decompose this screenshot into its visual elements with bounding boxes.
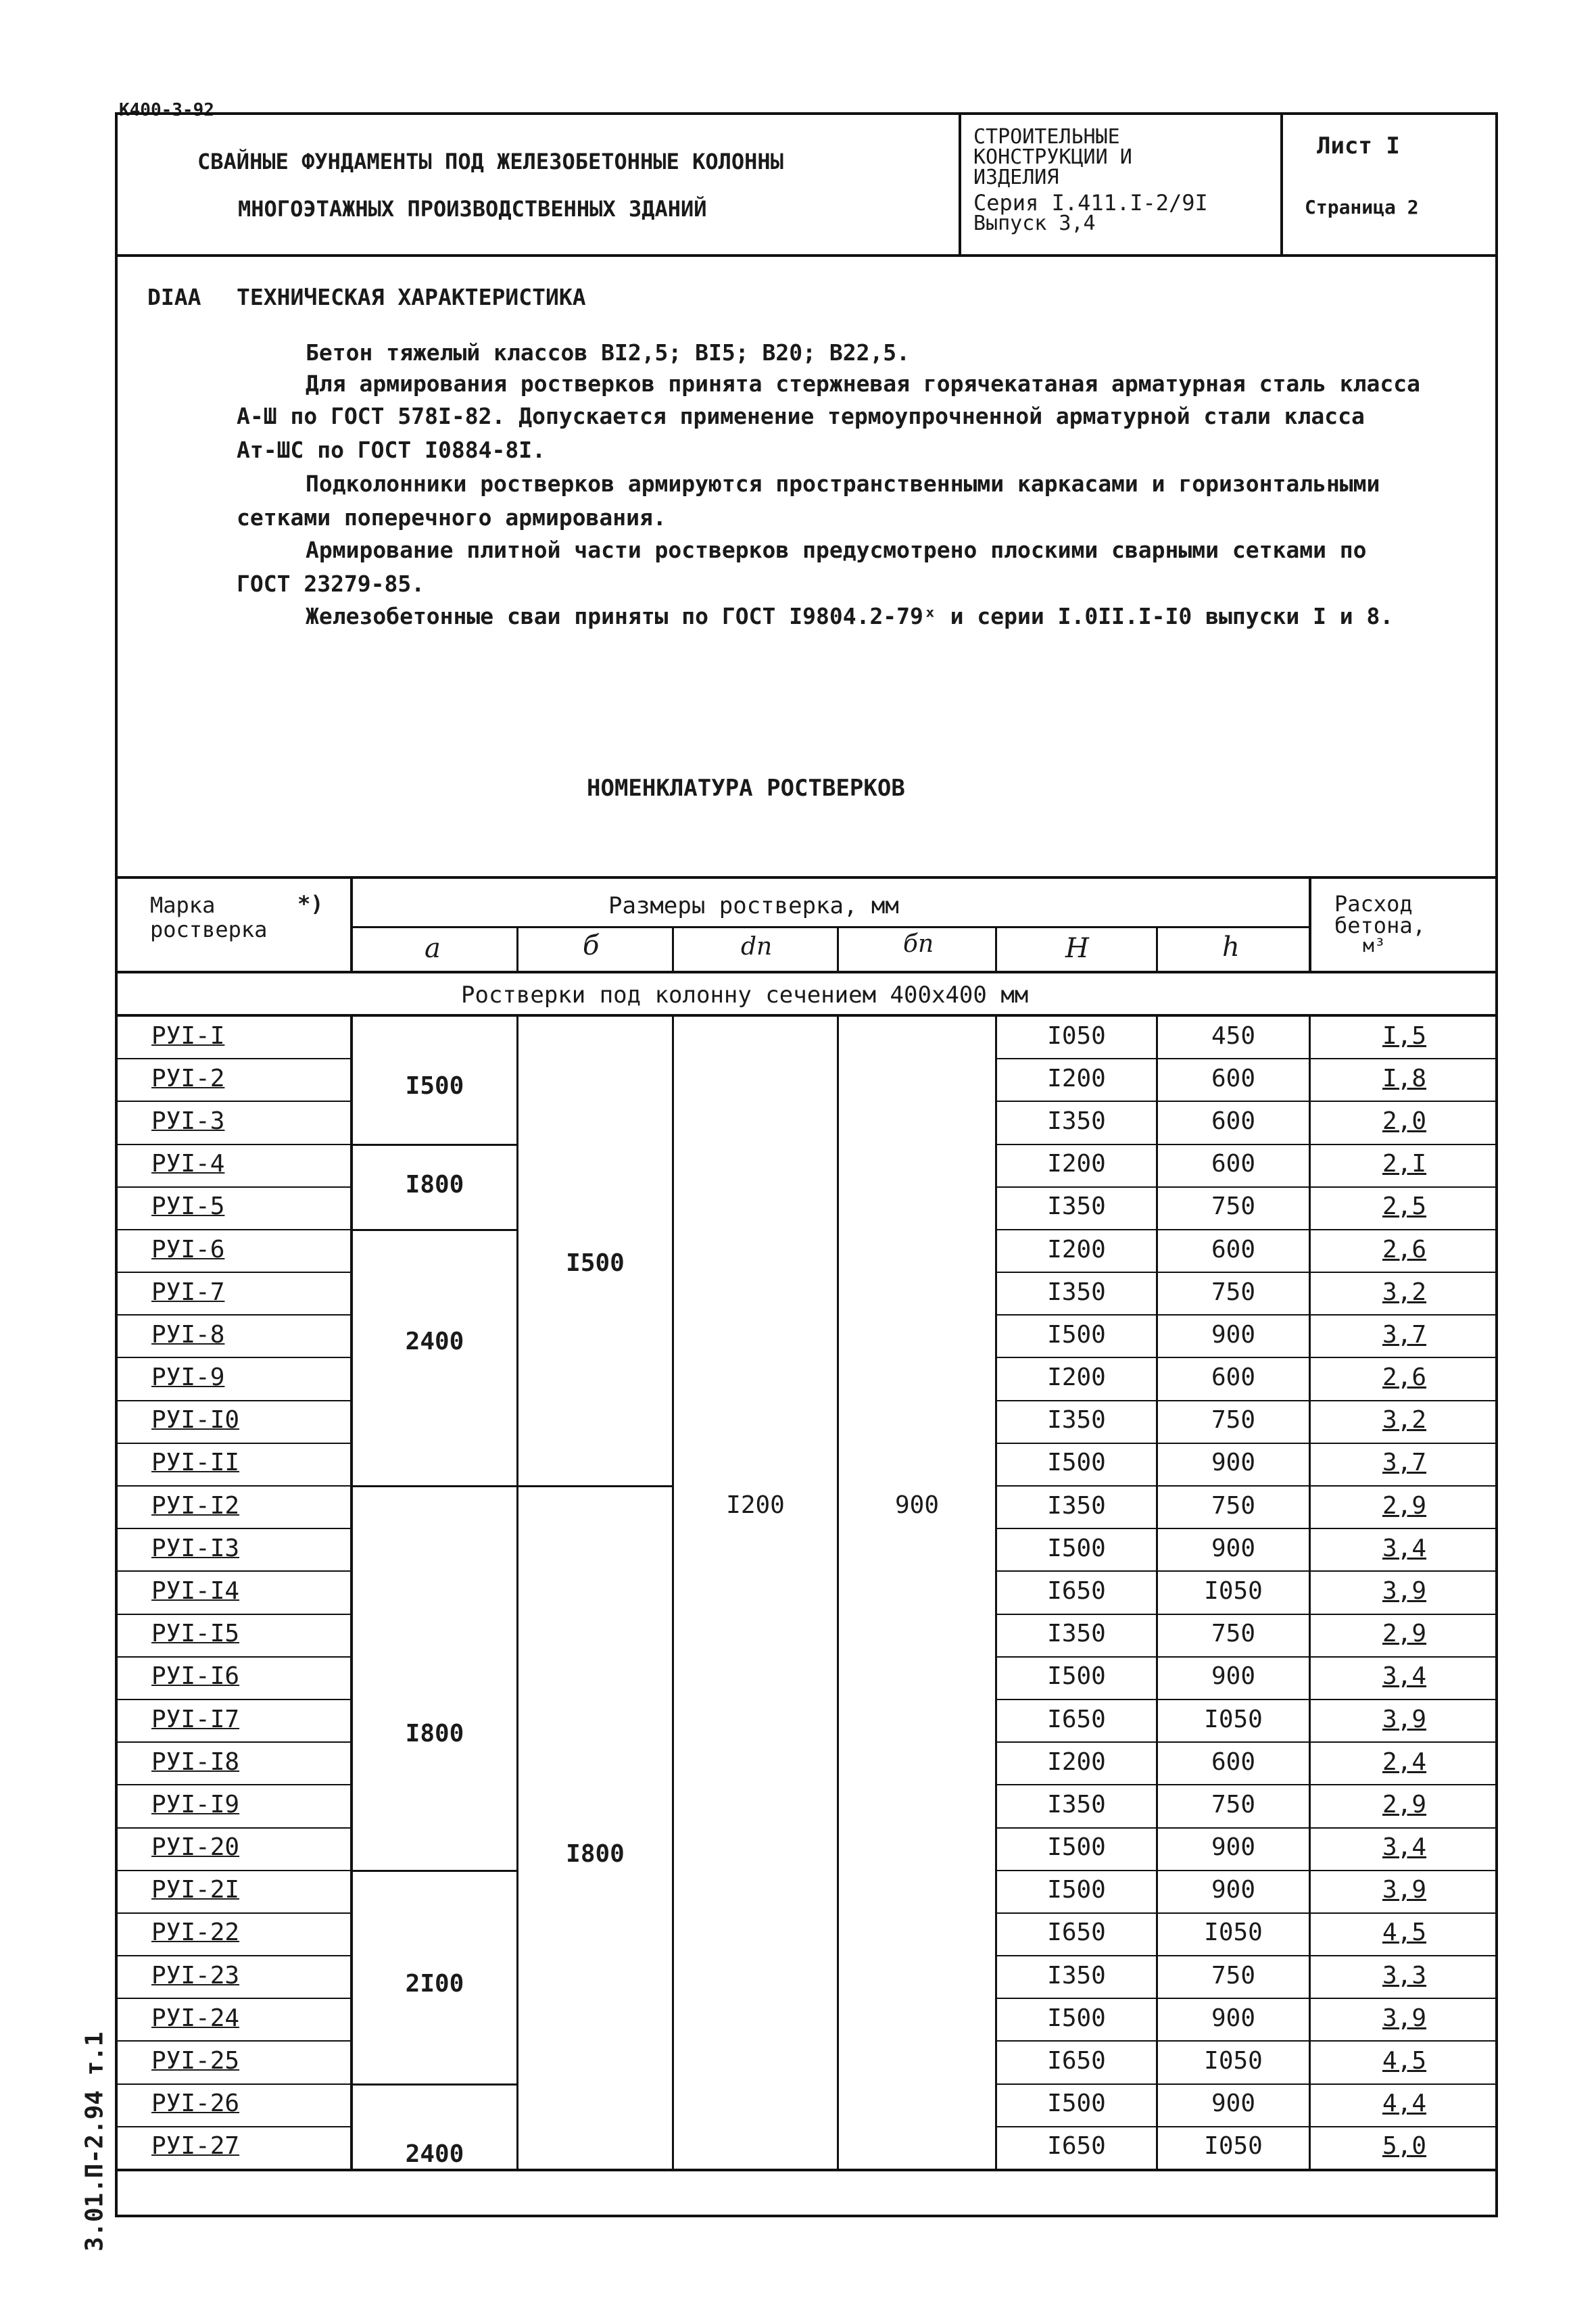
header-dn: dп [741, 933, 773, 961]
b-group-1: I500 [566, 1249, 625, 1277]
row-volume: 2,9 [1382, 1790, 1427, 1818]
row-separator-mark [115, 1614, 350, 1615]
row-separator-mark [115, 1998, 350, 1999]
doc-code: К400-3-92 [119, 100, 214, 120]
series-line-2: КОНСТРУКЦИИ И [973, 145, 1132, 169]
row-separator-mark [115, 1528, 350, 1529]
row-volume: 3,9 [1382, 2004, 1427, 2032]
row-mark: РУI-I4 [151, 1577, 240, 1605]
vline-vol-head [1309, 876, 1311, 972]
row-H: I350 [1047, 1278, 1106, 1306]
row-H: I650 [1047, 1577, 1106, 1605]
row-volume: 3,2 [1382, 1278, 1427, 1306]
paragraph-1: Бетон тяжелый классов BI2,5; BI5; B20; B22,5. [306, 339, 911, 366]
header-vol-l3: м³ [1363, 934, 1386, 957]
row-volume: 4,5 [1382, 2047, 1427, 2075]
row-volume: 3,4 [1382, 1833, 1427, 1862]
row-volume: 2,0 [1382, 1107, 1427, 1135]
row-mark: РУI-I2 [151, 1491, 240, 1520]
header-H: H [1065, 933, 1089, 964]
vline-h-dn [837, 926, 839, 972]
row-separator-values [995, 2040, 1498, 2042]
row-h: 900 [1211, 2090, 1256, 2118]
row-H: I500 [1047, 2004, 1106, 2032]
table-title: НОМЕНКЛАТУРА РОСТВЕРКОВ [587, 775, 905, 802]
row-separator-values [995, 1400, 1498, 1401]
row-separator-mark [115, 1186, 350, 1188]
row-h: 750 [1211, 1491, 1256, 1520]
row-H: I500 [1047, 2090, 1106, 2118]
row-separator-mark [115, 2126, 350, 2127]
row-h: 600 [1211, 1064, 1256, 1092]
row-separator-values [995, 1186, 1498, 1188]
row-mark: РУI-2 [151, 1064, 225, 1092]
row-separator-mark [115, 1058, 350, 1059]
row-volume: 3,7 [1382, 1449, 1427, 1477]
row-separator-mark [115, 1272, 350, 1273]
vline-h-b [672, 926, 674, 972]
row-separator-mark [115, 2083, 350, 2085]
vline-mark [350, 876, 353, 972]
row-H: I200 [1047, 1235, 1106, 1263]
paragraph-3-line-2: сетками поперечного армирования. [237, 504, 667, 531]
row-volume: 2,4 [1382, 1747, 1427, 1776]
row-h: 600 [1211, 1150, 1256, 1178]
row-mark: РУI-6 [151, 1235, 225, 1263]
vline-h-a [516, 926, 518, 972]
group-header-line [352, 926, 1310, 928]
vline-h-bn [995, 926, 997, 972]
a-group-5: 2I00 [405, 1970, 464, 1998]
row-separator-mark [115, 2040, 350, 2042]
section-code: DIAA [147, 284, 201, 310]
row-h: 750 [1211, 1192, 1256, 1221]
row-h: 750 [1211, 1790, 1256, 1818]
row-H: I500 [1047, 1833, 1106, 1862]
row-h: I050 [1204, 1577, 1263, 1605]
section-title: ТЕХНИЧЕСКАЯ ХАРАКТЕРИСТИКА [237, 284, 586, 310]
row-volume: 3,2 [1382, 1406, 1427, 1435]
series-line-5: Выпуск 3,4 [973, 212, 1096, 235]
header-h: h [1222, 932, 1240, 963]
row-H: I650 [1047, 1919, 1106, 1947]
row-H: I350 [1047, 1192, 1106, 1221]
row-H: I200 [1047, 1747, 1106, 1776]
row-mark: РУI-27 [151, 2132, 240, 2161]
row-H: I350 [1047, 1406, 1106, 1435]
row-H: I350 [1047, 1790, 1106, 1818]
header-mark-l2: ростверка [150, 917, 268, 942]
row-separator-values [995, 1314, 1498, 1316]
row-separator-values [995, 1272, 1498, 1273]
title-line-1: СВАЙНЫЕ ФУНДАМЕНТЫ ПОД ЖЕЛЕЗОБЕТОННЫЕ КОЛОННЫ [197, 149, 783, 174]
vline-body-dn [837, 1015, 839, 2170]
row-volume: 3,9 [1382, 1705, 1427, 1733]
row-h: 750 [1211, 1620, 1256, 1648]
row-volume: 5,0 [1382, 2132, 1427, 2161]
paragraph-5: Железобетонные сваи приняты по ГОСТ I9804.2-79ˣ и серии I.0II.I-I0 выпуски I и 8. [306, 603, 1394, 629]
row-mark: РУI-4 [151, 1150, 225, 1178]
a-group-separator [350, 1485, 518, 1487]
row-volume: 3,9 [1382, 1577, 1427, 1605]
row-separator-mark [115, 1784, 350, 1785]
row-separator-mark [115, 1570, 350, 1572]
row-volume: 3,7 [1382, 1320, 1427, 1349]
row-mark: РУI-22 [151, 1919, 240, 1947]
row-separator-values [995, 1144, 1498, 1145]
row-separator-mark [115, 1912, 350, 1914]
row-separator-values [995, 1912, 1498, 1914]
subheader-bottom-line [115, 1014, 1498, 1017]
row-mark: РУI-3 [151, 1107, 225, 1135]
row-separator-mark [115, 1656, 350, 1658]
row-separator-values [995, 1101, 1498, 1102]
row-mark: РУI-9 [151, 1364, 225, 1392]
a-group-4: I800 [405, 1720, 464, 1747]
row-volume: I,5 [1382, 1021, 1427, 1050]
row-volume: 2,I [1382, 1150, 1427, 1178]
row-separator-mark [115, 1955, 350, 1956]
row-H: I350 [1047, 1620, 1106, 1648]
row-separator-values [995, 1955, 1498, 1956]
row-separator-mark [115, 1400, 350, 1401]
row-separator-values [995, 1614, 1498, 1615]
row-separator-mark [115, 1870, 350, 1871]
header-bottom-table-line [115, 971, 1498, 973]
row-separator-mark [115, 1144, 350, 1145]
side-stamp: 3.01.П-2.94 т.1 [80, 2031, 109, 2252]
a-group-3: 2400 [405, 1328, 464, 1355]
row-H: I200 [1047, 1364, 1106, 1392]
paragraph-4-line-2: ГОСТ 23279-85. [237, 571, 425, 597]
b-group-separator [516, 1485, 674, 1487]
header-b: б [583, 930, 600, 961]
a-group-separator [350, 2083, 518, 2086]
sheet-label: Лист I [1317, 132, 1400, 160]
row-volume: 2,6 [1382, 1364, 1427, 1392]
row-h: 900 [1211, 1662, 1256, 1691]
header-divider-2 [1280, 112, 1283, 256]
a-group-1: I500 [405, 1072, 464, 1100]
row-h: 750 [1211, 1278, 1256, 1306]
row-volume: 3,3 [1382, 1961, 1427, 1990]
row-h: 900 [1211, 1534, 1256, 1562]
header-a: a [425, 933, 441, 964]
row-h: I050 [1204, 1705, 1263, 1733]
row-separator-values [995, 1998, 1498, 1999]
row-h: 900 [1211, 1449, 1256, 1477]
series-line-3: ИЗДЕЛИЯ [973, 166, 1059, 189]
header-mark-note: *) [297, 891, 324, 917]
row-H: I350 [1047, 1107, 1106, 1135]
row-mark: РУI-7 [151, 1278, 225, 1306]
header-bn: бп [903, 930, 934, 958]
table-end-line [115, 2169, 1498, 2171]
row-h: 900 [1211, 2004, 1256, 2032]
row-separator-mark [115, 1101, 350, 1102]
vline-body-a [516, 1015, 518, 2170]
row-separator-mark [115, 1741, 350, 1743]
row-volume: 3,4 [1382, 1662, 1427, 1691]
row-mark: РУI-I9 [151, 1790, 240, 1818]
row-mark: РУI-24 [151, 2004, 240, 2032]
series-line-4: Серия I.411.I-2/9I [973, 190, 1208, 216]
header-divider-1 [959, 112, 961, 256]
table-subheader: Ростверки под колонну сечением 400x400 мм [461, 982, 1029, 1009]
row-mark: РУI-I5 [151, 1620, 240, 1648]
row-H: I350 [1047, 1961, 1106, 1990]
row-H: I500 [1047, 1662, 1106, 1691]
row-h: 450 [1211, 1021, 1256, 1050]
row-separator-values [995, 1570, 1498, 1572]
row-separator-values [995, 1699, 1498, 1700]
paragraph-2-line-2: А-Ш по ГОСТ 578I-82. Допускается применение термоупрочненной арматурной стали класса [237, 403, 1365, 429]
row-volume: 2,9 [1382, 1491, 1427, 1520]
row-H: I350 [1047, 1491, 1106, 1520]
header-vol-l2: бетона, [1334, 913, 1426, 938]
row-h: 600 [1211, 1235, 1256, 1263]
row-h: 900 [1211, 1833, 1256, 1862]
table-top-line [115, 876, 1498, 879]
row-separator-values [995, 1784, 1498, 1785]
row-h: 750 [1211, 1961, 1256, 1990]
dn-value: I200 [726, 1491, 785, 1519]
row-mark: РУI-I8 [151, 1747, 240, 1776]
row-separator-values [995, 2126, 1498, 2127]
row-H: I500 [1047, 1876, 1106, 1904]
row-H: I200 [1047, 1064, 1106, 1092]
row-h: 900 [1211, 1876, 1256, 1904]
row-h: I050 [1204, 2132, 1263, 2161]
row-separator-values [995, 1443, 1498, 1444]
title-line-2: МНОГОЭТАЖНЫХ ПРОИЗВОДСТВЕННЫХ ЗДАНИЙ [238, 196, 707, 222]
row-H: I650 [1047, 1705, 1106, 1733]
row-separator-values [995, 1485, 1498, 1487]
row-mark: РУI-I3 [151, 1534, 240, 1562]
row-separator-values [995, 1229, 1498, 1230]
row-volume: 4,4 [1382, 2090, 1427, 2118]
page-label: Страница 2 [1305, 196, 1419, 218]
row-volume: 4,5 [1382, 1919, 1427, 1947]
header-group: Размеры ростверка, мм [608, 892, 899, 919]
row-volume: 3,4 [1382, 1534, 1427, 1562]
row-mark: РУI-8 [151, 1320, 225, 1349]
header-mark-l1: Марка [150, 892, 216, 918]
row-H: I650 [1047, 2047, 1106, 2075]
row-mark: РУI-2I [151, 1876, 240, 1904]
row-mark: РУI-I7 [151, 1705, 240, 1733]
row-h: 600 [1211, 1747, 1256, 1776]
vline-h-H [1156, 926, 1158, 972]
row-H: I200 [1047, 1150, 1106, 1178]
row-separator-values [995, 2083, 1498, 2085]
row-separator-values [995, 1827, 1498, 1829]
row-separator-mark [115, 1357, 350, 1358]
row-separator-values [995, 1357, 1498, 1358]
a-group-6: 2400 [405, 2140, 464, 2168]
row-volume: 2,9 [1382, 1620, 1427, 1648]
row-mark: РУI-5 [151, 1192, 225, 1221]
a-group-separator [350, 1144, 518, 1146]
header-vol-l1: Расход [1334, 891, 1413, 917]
row-mark: РУI-23 [151, 1961, 240, 1990]
a-group-separator [350, 1870, 518, 1872]
paragraph-4-line-1: Армирование плитной части ростверков предусмотрено плоскими сварными сетками по [306, 537, 1367, 563]
row-separator-mark [115, 1827, 350, 1829]
row-mark: РУI-20 [151, 1833, 240, 1862]
row-separator-mark [115, 1229, 350, 1230]
paragraph-2-line-3: Ат-ШС по ГОСТ I0884-8I. [237, 437, 546, 463]
row-h: 900 [1211, 1320, 1256, 1349]
a-group-2: I800 [405, 1171, 464, 1199]
row-separator-mark [115, 1314, 350, 1316]
vline-body-b [672, 1015, 674, 2170]
row-mark: РУI-I6 [151, 1662, 240, 1691]
header-bottom-line [115, 254, 1498, 257]
paragraph-2-line-1: Для армирования ростверков принята стержневая горячекатаная арматурная сталь класса [306, 370, 1421, 397]
row-separator-values [995, 1058, 1498, 1059]
row-H: I500 [1047, 1320, 1106, 1349]
row-H: I500 [1047, 1534, 1106, 1562]
row-h: 750 [1211, 1406, 1256, 1435]
row-mark: РУI-II [151, 1449, 240, 1477]
series-line-1: СТРОИТЕЛЬНЫЕ [973, 125, 1120, 149]
row-separator-values [995, 1656, 1498, 1658]
row-volume: I,8 [1382, 1064, 1427, 1092]
row-h: 600 [1211, 1364, 1256, 1392]
row-separator-mark [115, 1485, 350, 1487]
row-H: I050 [1047, 1021, 1106, 1050]
row-H: I650 [1047, 2132, 1106, 2161]
b-group-2: I800 [566, 1840, 625, 1868]
row-h: I050 [1204, 1919, 1263, 1947]
row-mark: РУI-I0 [151, 1406, 240, 1435]
row-separator-mark [115, 1443, 350, 1444]
a-group-separator [350, 1229, 518, 1231]
row-volume: 3,9 [1382, 1876, 1427, 1904]
row-h: I050 [1204, 2047, 1263, 2075]
row-mark: РУI-25 [151, 2047, 240, 2075]
bn-value: 900 [894, 1491, 940, 1519]
row-separator-mark [115, 1699, 350, 1700]
row-mark: РУI-26 [151, 2090, 240, 2118]
row-volume: 2,6 [1382, 1235, 1427, 1263]
row-volume: 2,5 [1382, 1192, 1427, 1221]
row-separator-values [995, 1741, 1498, 1743]
row-mark: РУI-I [151, 1021, 225, 1050]
paragraph-3-line-1: Подколонники ростверков армируются пространственными каркасами и горизонтальными [306, 471, 1380, 497]
row-separator-values [995, 1528, 1498, 1529]
row-h: 600 [1211, 1107, 1256, 1135]
row-H: I500 [1047, 1449, 1106, 1477]
row-separator-values [995, 1870, 1498, 1871]
